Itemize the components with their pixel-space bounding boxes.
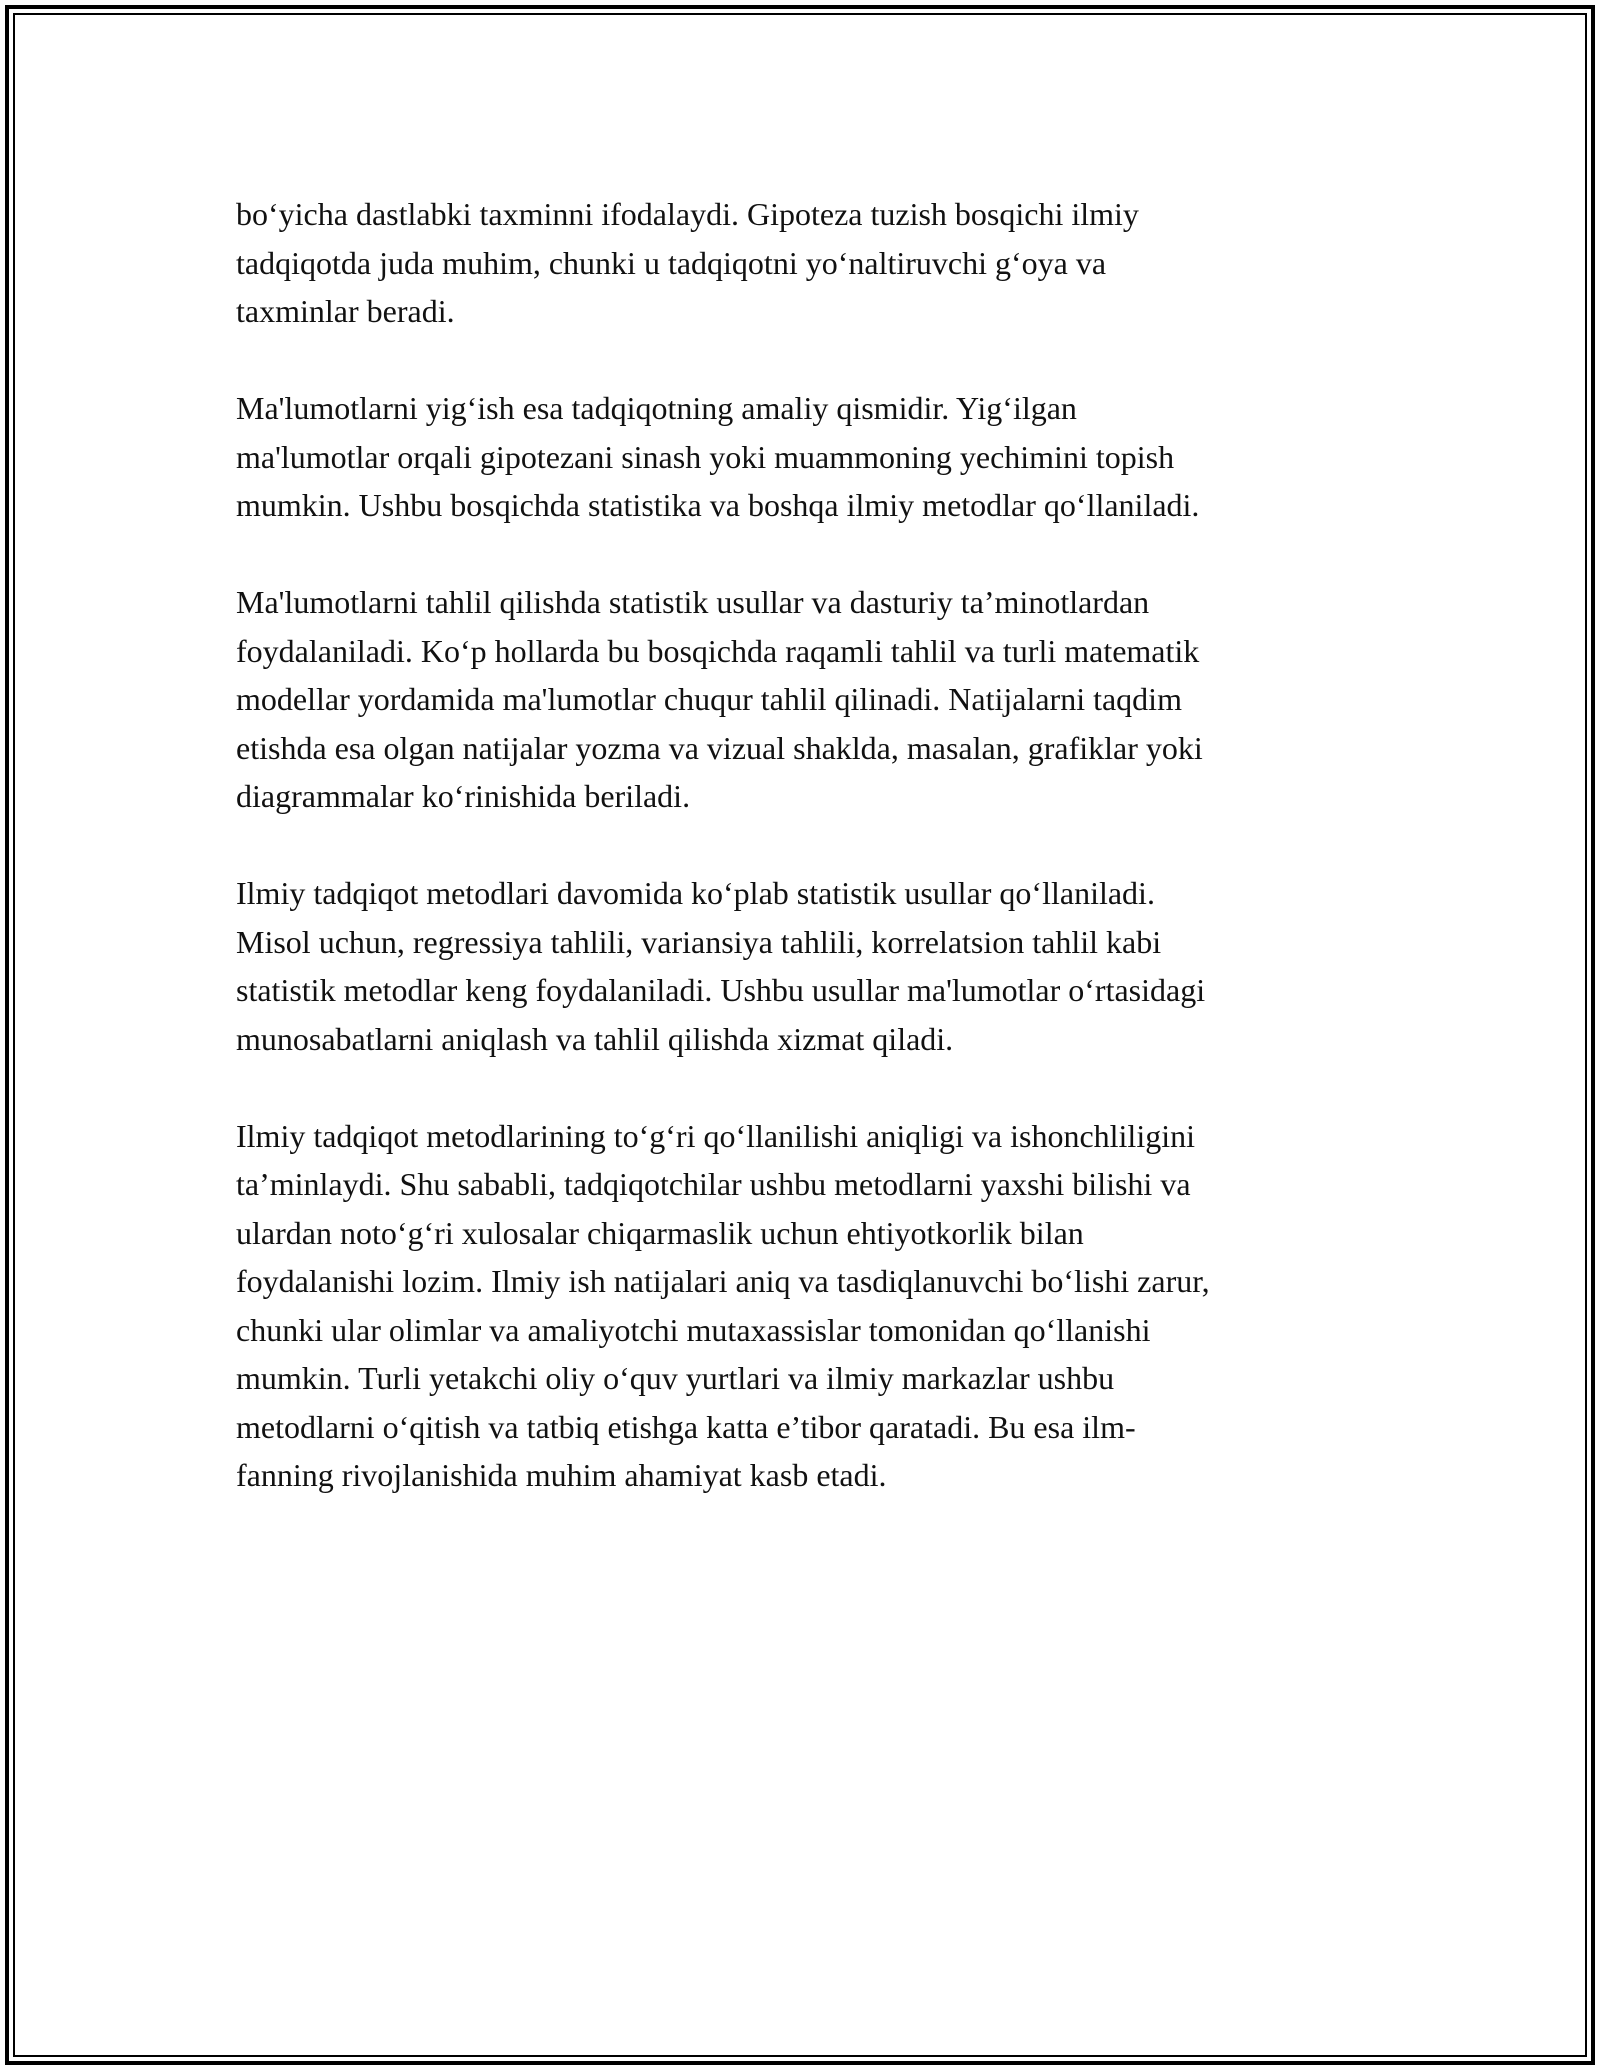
paragraph-hypothesis: bo‘yicha dastlabki taxminni ifodalaydi. Gipoteza tuzish bosqichi ilmiy tadqiqotda juda muhim, chunki u tadqiqotni yo‘naltiruvchi g‘oya va taxminlar beradi. xyxy=(236,196,1139,329)
paragraph-conclusion: Ilmiy tadqiqot metodlarining to‘g‘ri qo‘llanilishi aniqligi va ishonchliligini ta’minlaydi. Shu sababli, tadqiqotchilar ushbu metodlarni yaxshi bilishi va ulardan noto‘g‘ri xulosalar chiqarmaslik uchun ehtiyotkorlik bilan foydalanishi lozim. Ilmiy ish natijalari aniq va tasdiqlanuvchi bo‘lishi zarur, chunki ular olimlar va amaliyotchi mutaxassislar tomonidan qo‘llanishi mumkin. Turli yetakchi oliy o‘quv yurtlari va ilmiy markazlar ushbu metodlarni o‘qitish va tatbiq etishga katta e’tibor qaratadi. Bu esa ilm- fanning rivojlanishida muhim ahamiyat kasb etadi. xyxy=(236,1117,1210,1493)
document-body xyxy=(236,190,1376,1548)
paragraph-statistical-methods: Ilmiy tadqiqot metodlari davomida ko‘plab statistik usullar qo‘llaniladi. Misol uchun, regressiya tahlili, variansiya tahlili, korrelatsion tahlil kabi statistik metodlar keng foydalaniladi. Ushbu usullar ma'lumotlar o‘rtasidagi munosabatlarni aniqlash va tahlil qilishda xizmat qiladi. xyxy=(236,875,1206,1057)
paragraph-data-analysis: Ma'lumotlarni tahlil qilishda statistik usullar va dasturiy ta’minotlardan foydalaniladi. Ko‘p hollarda bu bosqichda raqamli tahlil va turli matematik modellar yordamida ma'lumotlar chuqur tahlil qilinadi. Natijalarni taqdim etishda esa olgan natijalar yozma va vizual shaklda, masalan, grafiklar yoki diagrammalar ko‘rinishida beriladi. xyxy=(236,584,1203,814)
paragraph-data-collection: Ma'lumotlarni yig‘ish esa tadqiqotning amaliy qismidir. Yig‘ilgan ma'lumotlar orqali gipotezani sinash yoki muammoning yechimini topish mumkin. Ushbu bosqichda statistika va boshqa ilmiy metodlar qo‘llaniladi. xyxy=(236,390,1200,523)
